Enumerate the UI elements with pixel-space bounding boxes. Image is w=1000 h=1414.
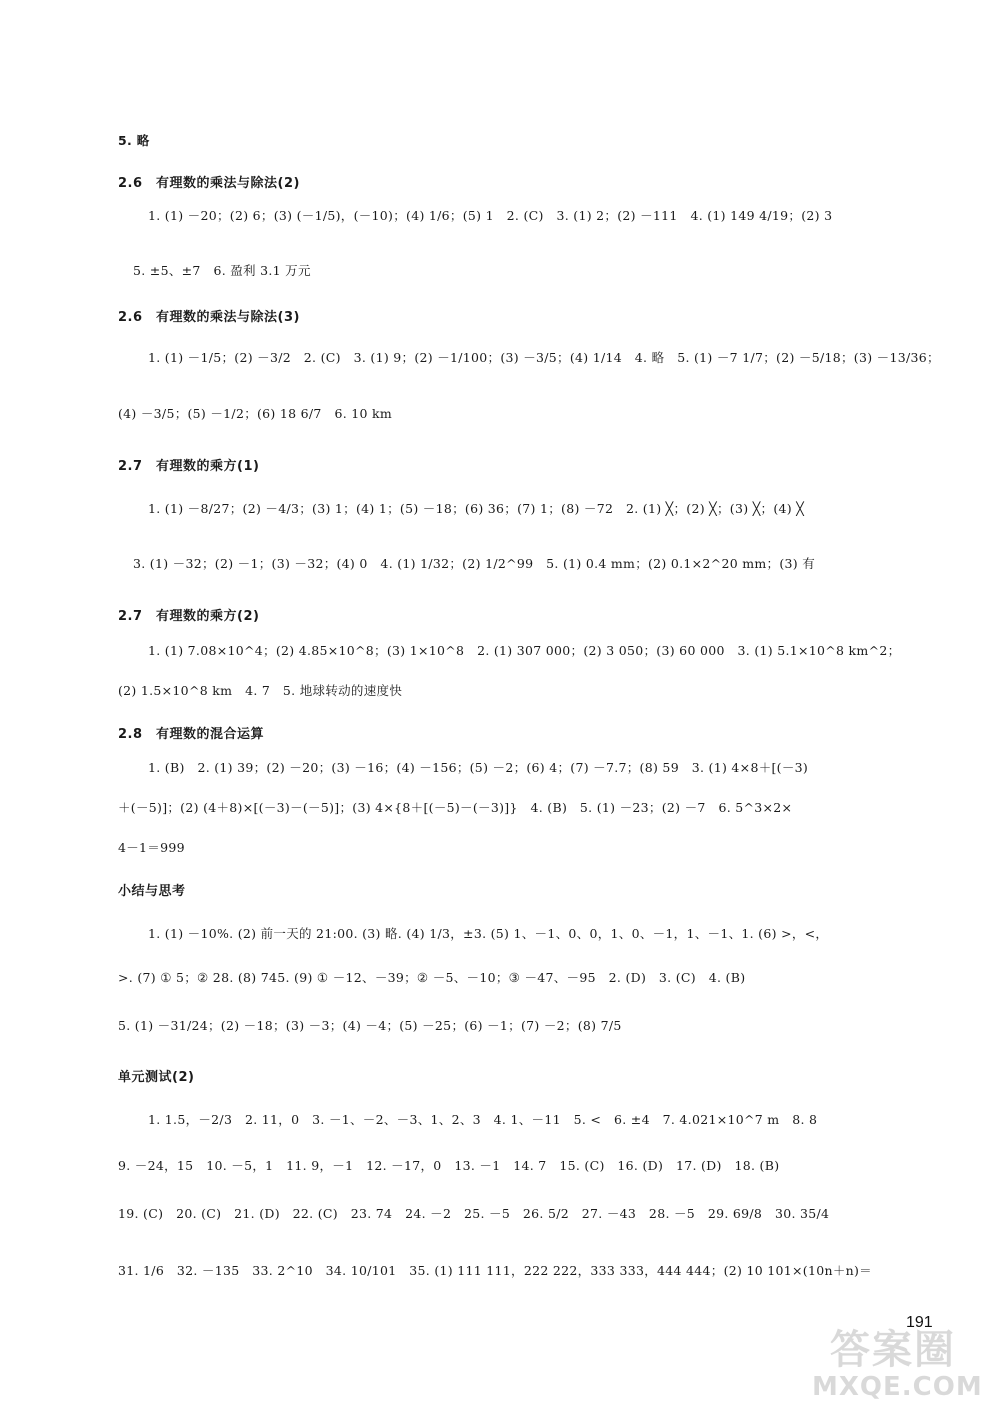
answer-line [148, 352, 940, 365]
answer-line [148, 1114, 817, 1127]
section-heading: 单元测试(2) [118, 1070, 195, 1085]
answer-text: 1. 1.5，－2/3 2. 11，0 3. －1、－2、－3、1、2、3 4. 1、－11 5. < 6. ±4 7. 4.021×10^7 m 8. 8 [148, 1112, 818, 1127]
answer-line [118, 408, 392, 421]
answer-text: (2) 1.5×10^8 km 4. 7 5. 地球转动的速度快 [118, 683, 403, 698]
answer-text: 1. (1) －8/27；(2) －4/3；(3) 1；(4) 1；(5) －18；(6) 36；(7) 1；(8) －72 2. (1) ╳；(2) ╳；(3) ╳；(4) ╳ [148, 501, 805, 516]
answer-line [148, 762, 808, 775]
answer-text: 1. (1) －1/5；(2) －3/2 2. (C) 3. (1) 9；(2) －1/100；(3) －3/5；(4) 1/14 4. 略 5. (1) －7 1/7；(2) －5/18；(3) －13/36； [148, 350, 940, 365]
answer-text: 3. (1) －32；(2) －1；(3) －32；(4) 0 4. (1) 1/32；(2) 1/2^99 5. (1) 0.4 mm；(2) 0.1×2^20 mm；(3) 有 [133, 556, 816, 571]
section-heading: 2.7 有理数的乘方(2) [118, 609, 260, 624]
answer-line [118, 685, 402, 698]
answer-line [118, 1020, 622, 1033]
watermark-url: MXQE.COM [812, 1372, 983, 1402]
answer-text: 5. 略 [118, 133, 150, 148]
answer-text: 4－1＝999 [118, 840, 185, 855]
answer-text: 1. (1) －20；(2) 6；(3) (－1/5)，(－10)；(4) 1/6；(5) 1 2. (C) 3. (1) 2；(2) －111 4. (1) 149 4/19；(2) 3 [148, 208, 833, 223]
answer-line [118, 972, 745, 985]
answer-line [118, 1208, 829, 1221]
answer-text: 1. (1) 7.08×10^4；(2) 4.85×10^8；(3) 1×10^8 2. (1) 307 000；(2) 3 050；(3) 60 000 3. (1) 5.1×10^8 km^2； [148, 643, 901, 658]
answer-line [148, 645, 900, 658]
answer-line [133, 558, 815, 571]
answer-text: 31. 1/6 32. －135 33. 2^10 34. 10/101 35. (1) 111 111，222 222，333 333，444 444；(2) 10 101×(10n＋n)＝ [118, 1263, 872, 1278]
section-heading: 2.6 有理数的乘法与除法(2) [118, 176, 300, 191]
watermark-logo: 答案圈 [830, 1327, 956, 1373]
section-heading: 2.7 有理数的乘方(1) [118, 459, 260, 474]
answer-text: 19. (C) 20. (C) 21. (D) 22. (C) 23. 74 24. －2 25. －5 26. 5/2 27. －43 28. －5 29. 69/8 30. 35/4 [118, 1206, 830, 1221]
answer-text: 1. (1) －10%. (2) 前一天的 21:00. (3) 略. (4) 1/3，±3. (5) 1、－1、0、0，1、0、－1，1、－1、1. (6) >，<， [148, 926, 829, 941]
answer-line [118, 1160, 779, 1173]
answer-line [148, 928, 828, 941]
section-heading: 2.8 有理数的混合运算 [118, 727, 265, 742]
answer-line [118, 802, 792, 815]
page-number: 191 [906, 1314, 933, 1331]
section-heading: 小结与思考 [118, 884, 186, 899]
answer-text: 5. ±5、±7 6. 盈利 3.1 万元 [133, 263, 311, 278]
answer-line [148, 503, 804, 516]
answer-text: 1. (B) 2. (1) 39；(2) －20；(3) －16；(4) －156；(5) －2；(6) 4；(7) －7.7；(8) 59 3. (1) 4×8＋[(－3) [148, 760, 809, 775]
answer-text: 9. －24，15 10. －5，1 11. 9，－1 12. －17，0 13. －1 14. 7 15. (C) 16. (D) 17. (D) 18. (B) [118, 1158, 780, 1173]
answer-line [118, 842, 185, 855]
answer-line [148, 210, 832, 223]
answer-text: 5. (1) －31/24；(2) －18；(3) －3；(4) －4；(5) －25；(6) －1；(7) －2；(8) 7/5 [118, 1018, 622, 1033]
section-heading: 2.6 有理数的乘法与除法(3) [118, 310, 300, 325]
answer-line [118, 135, 150, 148]
answer-line [133, 265, 311, 278]
answer-text: (4) －3/5；(5) －1/2；(6) 18 6/7 6. 10 km [118, 406, 393, 421]
answer-text: >. (7) ① 5；② 28. (8) 745. (9) ① －12、－39；② －5、－10；③ －47、－95 2. (D) 3. (C) 4. (B) [118, 970, 746, 985]
answer-text: ＋(－5)]；(2) (4＋8)×[(－3)－(－5)]；(3) 4×{8＋[(－5)－(－3)]} 4. (B) 5. (1) －23；(2) －7 6. 5^3×2× [118, 800, 793, 815]
answer-line [118, 1265, 872, 1278]
